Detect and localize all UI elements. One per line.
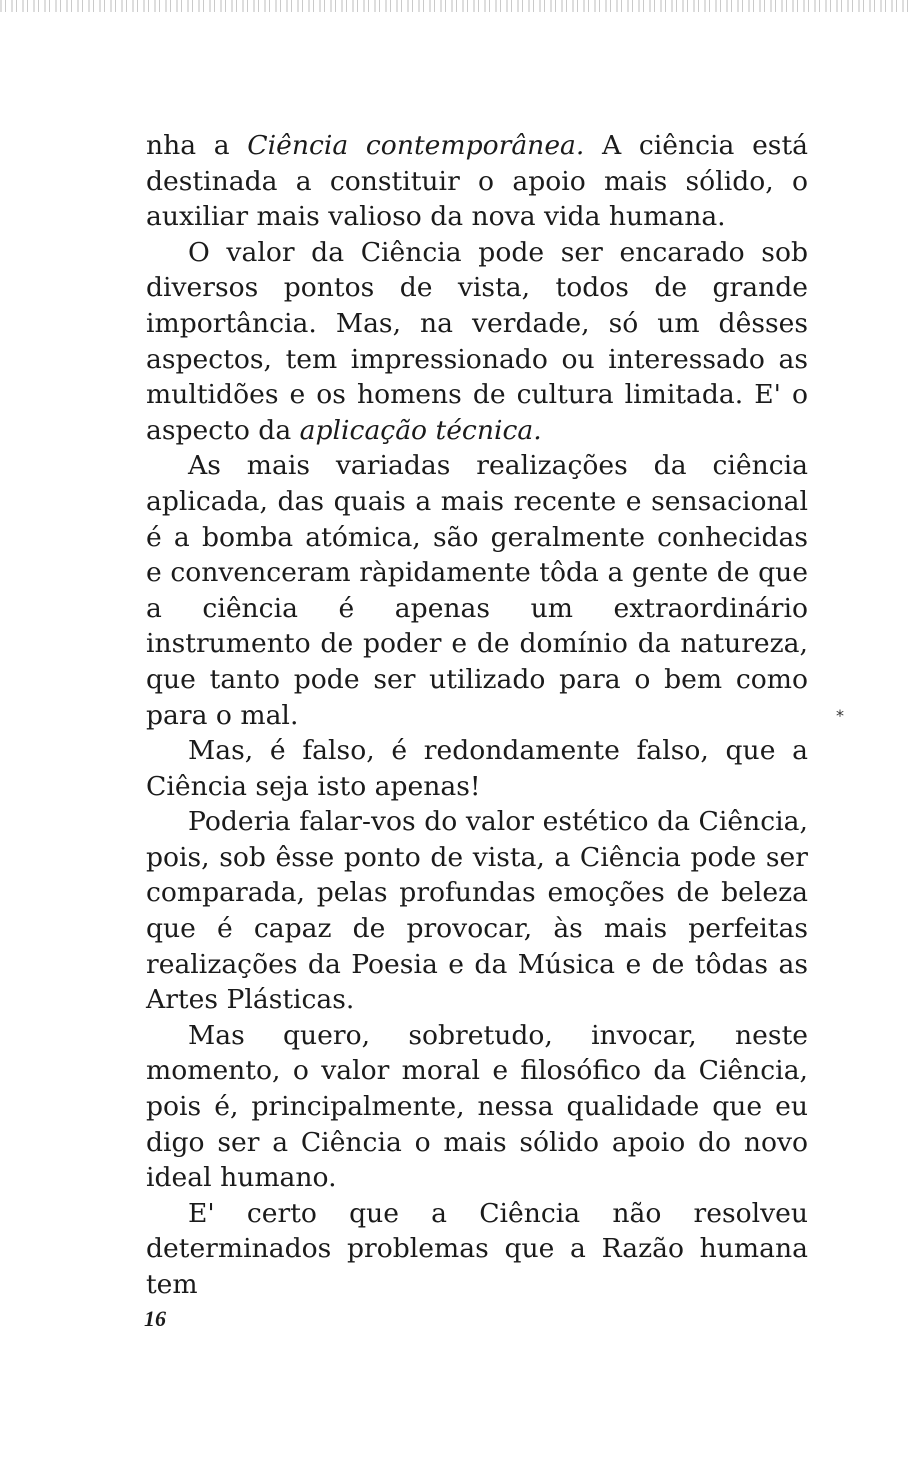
paragraph [146,448,808,733]
page-number: 16 [144,1306,166,1331]
text-run: nha a [146,130,248,161]
text-run: O valor da Ciência pode ser encarado sob diversos pontos de vista, todos de grande importância. Mas, na verdade, só um dêsses aspectos, tem impressionado ou interessado as multidões e os homens de cultura limitada. E' o aspecto da [146,236,808,446]
italic-run: aplicação técnica. [299,414,542,446]
text-block [146,128,808,1303]
paragraph [146,1018,808,1196]
text-run: E' certo que a Ciência não resolveu determinados problemas que a Razão humana tem [146,1197,808,1300]
text-run: Mas quero, sobretudo, invocar, neste momento, o valor moral e filosófico da Ciência, pois é, principalmente, nessa qualidade que eu digo ser a Ciência o mais sólido apoio do novo ideal humano. [146,1019,808,1194]
paragraph [146,733,808,804]
paragraph [146,804,808,1018]
paragraph [146,1196,808,1303]
scan-edge-noise [0,0,912,12]
page-body [146,128,808,1303]
text-run: Mas, é falso, é redondamente falso, que a Ciência seja isto apenas! [146,735,808,802]
margin-mark: * [836,706,844,725]
text-run: A ciência está destinada a constituir o apoio mais sólido, o auxiliar mais valioso da nova vida humana. [146,130,808,233]
text-run: As mais variadas realizações da ciência aplicada, das quais a mais recente e sensacional é a bomba atómica, são geralmente conhecidas e convenceram ràpidamente tôda a gente de que a ciência é apenas um extraordinário instrumento de poder e de domínio da natureza, que tanto pode ser utilizado para o bem como para o mal. [146,450,808,731]
paragraph [146,128,808,235]
italic-run: Ciência contemporânea. [247,130,585,161]
paragraph [146,235,808,449]
text-run: Poderia falar-vos do valor estético da Ciência, pois, sob êsse ponto de vista, a Ciência pode ser comparada, pelas profundas emoções de beleza que é capaz de provocar, às mais perfeitas realizações da Poesia e da Música e de tôdas as Artes Plásticas. [146,806,808,1016]
